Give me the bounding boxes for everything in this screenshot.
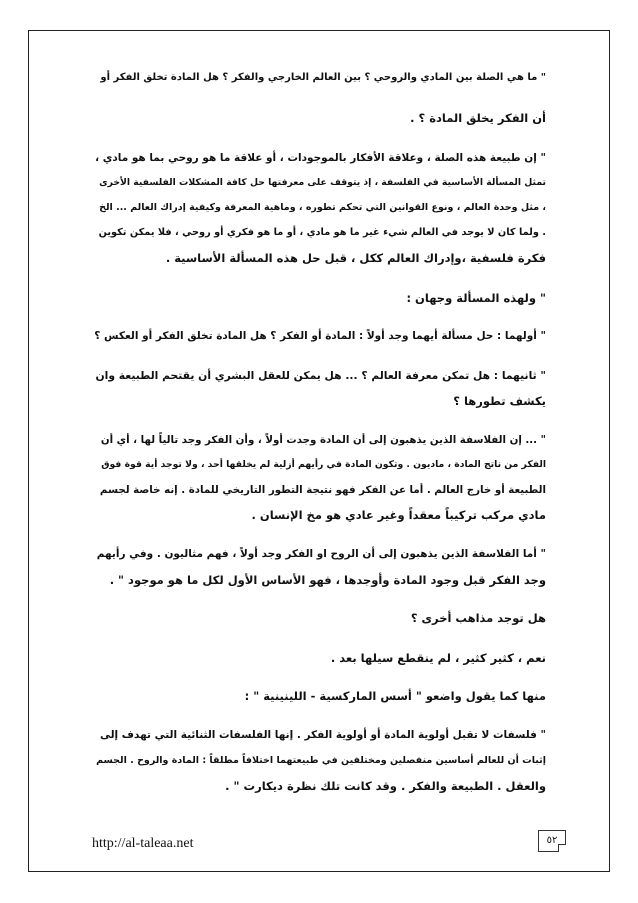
footer-url: http://al-taleaa.net bbox=[92, 836, 194, 851]
text-line: هل توجد مذاهب أخرى ؟ bbox=[410, 611, 546, 625]
text-line: " أولهما : حل مسألة أيهما وجد أولاً : المادة أو الفكر ؟ هل المادة تخلق الفكر أو العكس ؟ bbox=[94, 330, 546, 342]
text-line: " فلسفات لا تقبل أولوية المادة أو أولوية الفكر . إنها الفلسفات الثنائية التي تهدف إلى bbox=[99, 729, 546, 741]
text-line: أن الفكر يخلق المادة ؟ . bbox=[410, 111, 546, 125]
text-line: تمثل المسألة الأساسية في الفلسفة ، إذ يتوقف على معرفتها حل كافة المشكلات الفلسفية الأخرى bbox=[99, 177, 546, 188]
text-line: " ما هي الصلة بين المادي والروحي ؟ بين العالم الخارجي والفكر ؟ هل المادة تخلق الفكر أو bbox=[100, 72, 546, 83]
page-number: ٥٢ bbox=[538, 830, 566, 852]
text-line: " أما الفلاسفة الذين يذهبون إلى أن الروح او الفكر وجد أولاً ، فهم مثاليون . وفي رأيهم bbox=[96, 548, 546, 560]
text-line: إثبات أن للعالم أساسين منفصلين ومختلفين في طبيعتهما اختلافاً مطلقاً : المادة والروح . الجسم bbox=[96, 755, 546, 766]
text-line: مادي مركب تركيباً معقداً وغير عادي هو مخ الإنسان . bbox=[251, 508, 546, 522]
text-line: فكرة فلسفية ،وإدراك العالم ككل ، قبل حل هذه المسألة الأساسية . bbox=[165, 251, 546, 265]
text-line: منها كما يقول واضعو " أسس الماركسية - اللينينية " : bbox=[244, 689, 546, 703]
text-line: وجد الفكر قبل وجود المادة وأوجدها ، فهو الأساس الأول لكل ما هو موجود " . bbox=[109, 573, 546, 587]
text-line: الفكر من ناتج المادة ، ماديون . وتكون المادة في رأيهم أزلية لم يخلقها أحد ، ولا توجد أية قوة فوق bbox=[101, 459, 546, 470]
text-line: ، مثل وحدة العالم ، ونوع القوانين التي تحكم تطوره ، وماهية المعرفة وكيفية إدراك العالم ... الخ bbox=[99, 202, 546, 213]
text-line: " ولهذه المسألة وجهان : bbox=[406, 291, 546, 305]
text-line: . ولما كان لا يوجد في العالم شيء غير ما هو مادي ، أو ما هو فكري أو روحي ، فلا يمكن تكوين bbox=[98, 227, 546, 238]
text-line: الطبيعة أو خارج العالم . أما عن الفكر فهو نتيجة التطور التاريخي للمادة . إنه خاصة لجسم bbox=[99, 484, 546, 496]
text-line: يكشف تطورها ؟ bbox=[453, 394, 546, 408]
text-line: " ... إن الفلاسفة الذين يذهبون إلى أن المادة وجدت أولاً ، وأن الفكر وجد تالياً لها ، أي أن bbox=[100, 434, 546, 446]
text-line: " ثانيهما : هل تمكن معرفة العالم ؟ ... هل يمكن للعقل البشري أن يقتحم الطبيعة وان bbox=[95, 369, 546, 382]
text-line: " إن طبيعة هذه الصلة ، وعلاقة الأفكار بالموجودات ، أو علاقة ما هو روحي بما هو مادي ، bbox=[95, 152, 546, 164]
text-line: نعم ، كثير كثير ، لم ينقطع سيلها بعد . bbox=[330, 651, 546, 665]
text-line: والعقل . الطبيعة والفكر . وقد كانت تلك نظرة ديكارت " . bbox=[225, 779, 546, 793]
